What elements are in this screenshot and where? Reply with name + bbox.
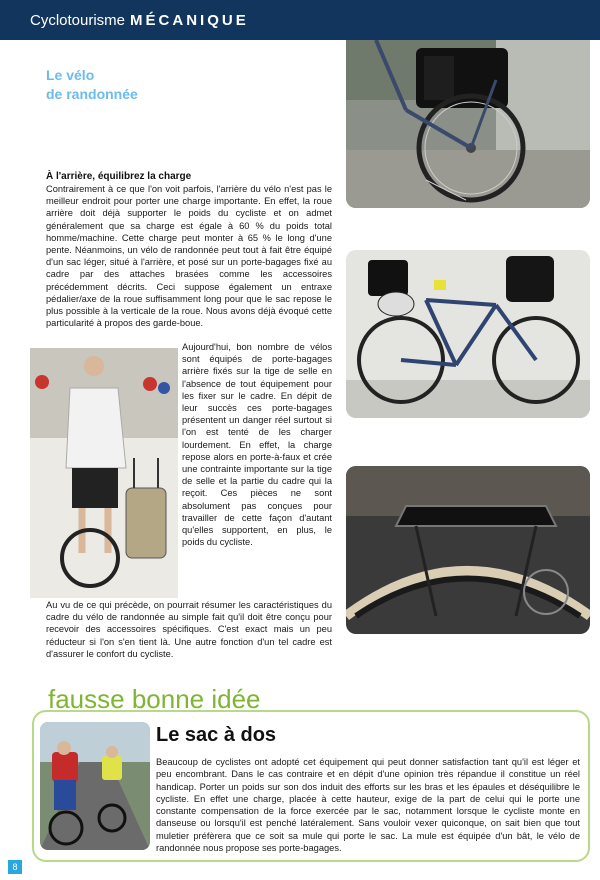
article-paragraph-2: Aujourd'hui, bon nombre de vélos sont équipés de porte-bagages arrière fixés sur la tige de selle en l'absence de tout équipement pour les fixer sur le cadre. En dépit de leur succès ces porte-bagages présentent un danger réel surtout si l'on est tenté de les charger lourdement. En effet, la charge repose alors en porte-à-faux et crée une contrainte importante sur la tige de selle et la partie du cadre qui la reçoit. Ces pièces ne sont absolument pas conçues pour travailler de cette façon d'autant qu'elles supportent, en plus, le poids du cycliste. xyxy=(182,342,332,548)
fausse-bonne-idee-label: fausse bonne idée xyxy=(48,684,261,714)
header-section: MÉCANIQUE xyxy=(130,12,249,29)
photo-overloaded-bike xyxy=(346,250,590,418)
sac-a-dos-title: Le sac à dos xyxy=(156,724,277,746)
caption-2: Le porte-bagages avant n'est pas utilisé tandis que l'arrière est trop chargé. La charge est en arrière de l'axe de la roue et repose seulement sur la tige de selle. xyxy=(364,425,583,450)
triangle-bullet-icon xyxy=(364,216,370,221)
caption-1: L'arrière est assez long pour que le sac soit situé sur l'axe de la roue. xyxy=(364,214,586,223)
photo-rear-rack xyxy=(346,466,590,634)
header-title xyxy=(30,12,249,29)
triangle-bullet-icon xyxy=(364,426,370,431)
header-category: Cyclotourisme xyxy=(30,12,126,29)
page-number: 8 xyxy=(8,860,22,874)
caption-3: Solide porte-bagages arrière... remarquablement arrimé au cadre pour une fiabilité maximum ! xyxy=(364,641,577,657)
article-paragraph-3: Au vu de ce qui précède, on pourrait résumer les caractéristiques du cadre du vélo de randonnée au simple fait qu'il doit être conçu pour recevoir des accessoires spécifiques. C'est exact mais un peu réducteur si l'on s'en tient là. Une autre fonction d'un tel cadre est d'assurer le confort du cycliste. xyxy=(46,600,332,659)
photo-backpack-cyclists xyxy=(40,722,150,850)
header-bar xyxy=(0,0,600,40)
section-title: Le vélo de randonnée xyxy=(46,67,138,102)
triangle-bullet-icon xyxy=(364,642,370,647)
article-subheading: À l'arrière, équilibrez la charge xyxy=(46,171,192,182)
photo-cyclist-suitcase xyxy=(30,348,178,598)
photo-rear-bag xyxy=(346,40,590,208)
sac-a-dos-text: Beaucoup de cyclistes ont adopté cet équipement qui peut donner satisfaction tant qu'il est léger et peu encombrant. Dans le cas contraire et en dépit d'une opinion très répandue il constitue un réel handicap. Porter un poids sur son dos induit des efforts sur les bras et les épaules et déséquilibre le cycliste. En effet une charge, placée à cette hauteur, exige de la part de celui qui le porte une constante compensation de la force exercée par le sac, notamment lorsque le cycliste monte en danseuse ou lorsqu'il est penché latéralement. Sans vouloir vexer quiconque, on sait bien que tout muletier préfèrera que ce soit sa mule qui porte le sac. La mule est équipée d'un bât, le vélo de randonnée nous propose ses porte-bagages. xyxy=(156,757,580,854)
article-paragraph-1: Contrairement à ce que l'on voit parfois, l'arrière du vélo n'est pas le meilleur endroit pour porter une charge importante. En effet, la roue arrière doit déjà supporter le poids du cycliste et on admet généralement que sa charge est égale à 60 % du poids total homme/machine. Cette charge peut monter à 65 % le long d'une pente. Néanmoins, un vélo de randonnée peut tout à fait être équipé d'un sac léger, situé à l'arrière, et posé sur un porte-bagages fixé au cadre par des attaches brasées comme les accessoires précédemment décrits. Ceci suppose également un entraxe pédalier/axe de la roue suffisamment long pour que le sac repose le plus possible à la verticale de la roue. Nous avons déjà évoqué cette particularité à propos des garde-boue. xyxy=(46,184,332,329)
